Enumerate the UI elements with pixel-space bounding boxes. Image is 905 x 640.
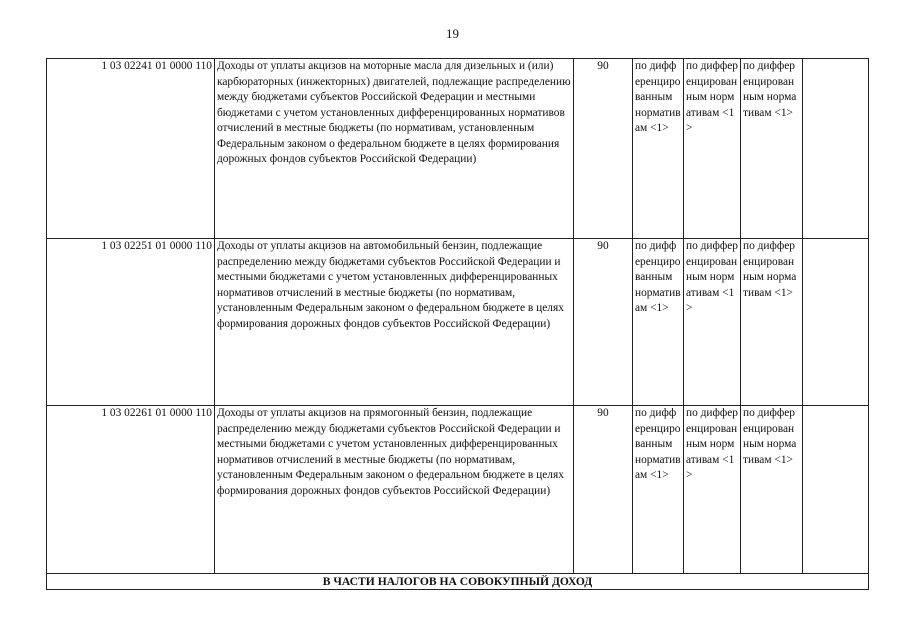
section-heading: В ЧАСТИ НАЛОГОВ НА СОВОКУПНЫЙ ДОХОД	[47, 574, 869, 590]
kbk-code: 1 03 02251 01 0000 110	[47, 239, 215, 406]
norm-column-4: по дифференцированным нормативам <1>	[633, 239, 684, 406]
revenue-description: Доходы от уплаты акцизов на моторные масла для дизельных и (или) карбюраторных (инжекторных) двигателей, подлежащие распределению между бюджетами субъектов Российской Федерации и местными бюджетами с учетом установленных дифференцированных нормативов отчислений в местные бюджеты (по нормативам, установленным Федеральным законом о федеральном бюджете в целях формирования дорожных фондов субъектов Российской Федерации)	[215, 59, 574, 239]
norm-column-4: по дифференцированным нормативам <1>	[633, 59, 684, 239]
norm-column-7	[803, 239, 869, 406]
table-row	[47, 406, 869, 574]
norm-column-6: по дифференцированным нормативам <1>	[741, 59, 803, 239]
revenue-table	[46, 58, 869, 590]
norm-column-6: по дифференцированным нормативам <1>	[741, 406, 803, 574]
section-heading-row	[47, 574, 869, 590]
table-row	[47, 59, 869, 239]
kbk-code: 1 03 02261 01 0000 110	[47, 406, 215, 574]
norm-percent: 90	[574, 59, 633, 239]
norm-column-6: по дифференцированным нормативам <1>	[741, 239, 803, 406]
norm-column-7	[803, 59, 869, 239]
norm-column-7	[803, 406, 869, 574]
norm-percent: 90	[574, 406, 633, 574]
revenue-description: Доходы от уплаты акцизов на автомобильный бензин, подлежащие распределению между бюджетами субъектов Российской Федерации и местными бюджетами с учетом установленных дифференцированных нормативов отчислений в местные бюджеты (по нормативам, установленным Федеральным законом о федеральном бюджете в целях формирования дорожных фондов субъектов Российской Федерации)	[215, 239, 574, 406]
norm-column-5: по дифференцированным нормативам <1>	[684, 406, 741, 574]
norm-column-4: по дифференцированным нормативам <1>	[633, 406, 684, 574]
table-row	[47, 239, 869, 406]
norm-column-5: по дифференцированным нормативам <1>	[684, 239, 741, 406]
norm-column-5: по дифференцированным нормативам <1>	[684, 59, 741, 239]
page-number: 19	[446, 26, 459, 41]
kbk-code: 1 03 02241 01 0000 110	[47, 59, 215, 239]
norm-percent: 90	[574, 239, 633, 406]
revenue-description: Доходы от уплаты акцизов на прямогонный бензин, подлежащие распределению между бюджетами субъектов Российской Федерации и местными бюджетами с учетом установленных дифференцированных нормативов отчислений в местные бюджеты (по нормативам, установленным Федеральным законом о федеральном бюджете в целях формирования дорожных фондов субъектов Российской Федерации)	[215, 406, 574, 574]
